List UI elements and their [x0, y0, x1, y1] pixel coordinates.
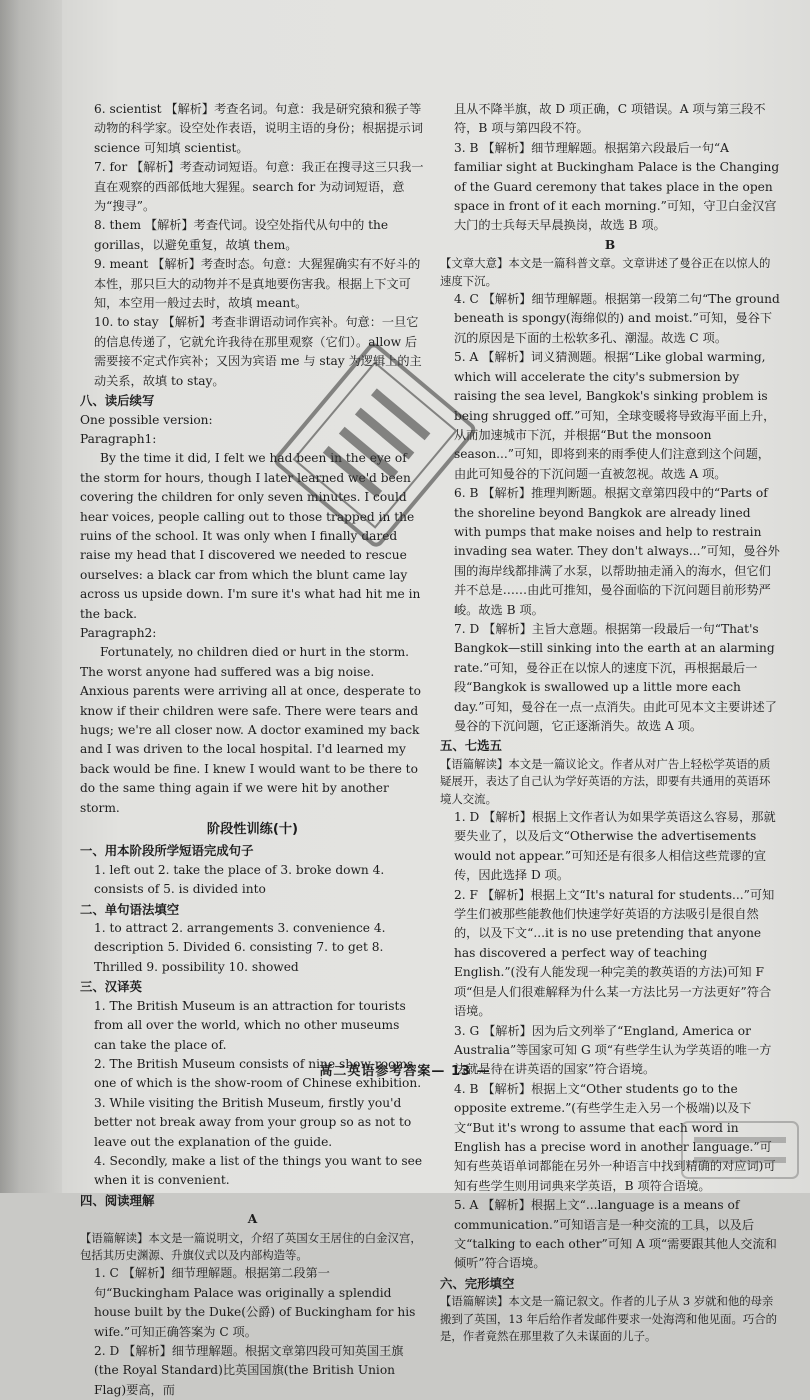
seven-five-answer-3: 3. G 【解析】因为后文列举了“England, America or Australia”等国家可知 G 项“有些学生认为学英语的唯一方法就是待在讲英语的国家”符合语境。 [454, 1023, 772, 1077]
section-heading-phrases: 一、用本阶段所学短语完成句子 [80, 843, 254, 859]
answer-8: 8. them 【解析】考查代词。设空处指代从句中的 the gorillas，以避免重复，故填 them。 [94, 218, 389, 252]
page-footer: 高二英语参考答案— 13 — [319, 1064, 491, 1079]
cloze-summary: 【语篇解读】本文是一篇记叙文。作者的儿子从 3 岁就和他的母亲搬到了英国，13 年后给作者发邮件要求一处海湾和他见面。巧合的是，作者竟然在那里救了久未谋面的儿子。 [440, 1294, 778, 1343]
reading-answer-3: 3. B 【解析】细节理解题。根据第六段最后一句“A familiar sight at Buckingham Palace is the Changing of the Guard ceremony that takes place in the open space in front of it each morning.”可知，守卫白金汉宫大门的士兵每天早晨换岗，故选 B 项。 [454, 140, 780, 233]
seven-five-answer-4: 4. B 【解析】根据上文“Other students go to the opposite extreme.”(有些学生走入另一个极端)以及下文“But it's wrong to assume that each word in English has a precise word in another language.”可知有些英语单词都能在另外一种语言中找到精确的对应词)可知有些学生则用词典来学英语，B 项符合语境。 [454, 1081, 776, 1193]
paragraph2-text: Fortunately, no children died or hurt in the storm. The worst anyone had suffered was a big noise. Anxious parents were arriving all at once, desperate to know if their children were safe. There were tears and hugs; we're all closer now. A doctor examined my back and I was driven to the local hospital. I'd learned my back would be fine. I knew I would want to be there to do the same thing again if we were hit by another storm. [80, 645, 421, 815]
reading-answer-1: 1. C 【解析】细节理解题。根据第二段第一句“Buckingham Palace was originally a splendid house built by the Duke(公爵) of Buckingham for his wife.”可知正确答案为 C 项。 [94, 1266, 416, 1339]
paragraph1-label: Paragraph1: [80, 431, 157, 446]
answer-10: 10. to stay 【解析】考查非谓语动词作宾补。句意：一旦它的信息传递了，它就允许我待在那里观察（它们）。allow 后需要接不定式作宾补；又因为宾语 me 与 stay 为逻辑上的主动关系，故填 to stay。 [94, 315, 422, 388]
section-heading-translation: 三、汉译英 [80, 979, 142, 995]
paragraph1-text: By the time it did, I felt we had been in the eye of the storm for hours, though I later learned we'd been covering the children for only seven minutes. I could hear voices, people calling out to those trapped in the ruins of the school. It was only when I finally dared raise my head that I discovered we needed to rescue ourselves: a black car from which the blunt came lay across us upside down. I'm sure it's what had hit me in the back. [80, 451, 421, 621]
section-heading-seven-five: 五、七选五 [440, 738, 502, 754]
answer-6: 6. scientist 【解析】考查名词。句意：我是研究猿和猴子等动物的科学家。设空处作表语，说明主语的身份；根据提示词 science 可知填 scientist。 [94, 102, 424, 155]
section-heading-writing: 八、读后续写 [80, 393, 155, 409]
phrases-answers: 1. left out 2. take the place of 3. broke down 4. consists of 5. is divided into [94, 862, 385, 897]
answer-9: 9. meant 【解析】考查时态。句意：大猩猩确实有不好斗的本性，那只巨大的动物并不是真地要伤害我。根据上下文可知，本空用一般过去时，故填 meant。 [94, 257, 421, 311]
section-heading-cloze: 六、完形填空 [440, 1275, 515, 1291]
paragraph2-label: Paragraph2: [80, 625, 157, 640]
reading-answer-6: 6. B 【解析】推理判断题。根据文章第四段中的“Parts of the shoreline beyond Bangkok are already lined with pumps that make noises and help to restrain invading sea water. They don't always...”可知，曼谷外围的海岸线都排满了水泵，以帮助抽走涌入的海水，但它们并不总是……由此可推知，曼谷面临的下沉问题目前形势严峻。故选 B 项。 [454, 486, 780, 617]
passage-b-summary: 【文章大意】本文是一篇科普文章。文章讲述了曼谷正在以惊人的速度下沉。 [440, 256, 771, 288]
translation-3: 3. While visiting the British Museum, firstly you'd better not break away from your group so as not to leave out the explanation of the guide. [94, 1095, 412, 1149]
translation-4: 4. Secondly, make a list of the things you want to see when it is convenient. [94, 1153, 423, 1188]
version-label: One possible version: [80, 412, 213, 427]
seven-five-summary: 【语篇解读】本文是一篇议论文。作者从对广告上轻松学英语的质疑展开，表达了自己认为学好英语的方法，即要有共通用的英语环境人交流。 [440, 756, 771, 806]
translation-2: 2. The British Museum consists of nine show-rooms, one of which is the show-room of Chinese exhibition. [94, 1056, 422, 1091]
translation-1: 1. The British Museum is an attraction for tourists from all over the world, which no other museums can take the place of. [94, 998, 406, 1052]
answer-7: 7. for 【解析】考查动词短语。句意：我正在搜寻这三只我一直在观察的西部低地大猩猩。search for 为动词短语，意为“搜寻”。 [94, 160, 424, 214]
section-heading-reading: 四、阅读理解 [80, 1192, 155, 1208]
reading-answer-5: 5. A 【解析】词义猜测题。根据“Like global warming, which will accelerate the city's submersion by raising the sea level, Bangkok's sinking problem is being shrugged off.”可知，全球变暖将导致海平面上升，从而加速城市下沉，并根据“But the monsoon season...”可知，即将到来的雨季使人们注意到这个问题，由此可知曼谷的下沉问题一直被忽视。故选 A 项。 [454, 350, 776, 481]
reading-answer-2: 2. D 【解析】细节理解题。根据文章第四段可知英国王旗(the Royal Standard)比英国国旗(the British Union Flag)要高，而 [94, 1344, 404, 1397]
corner-logo-icon [680, 1120, 800, 1180]
seven-five-answer-1: 1. D 【解析】根据上文作者认为如果学英语这么容易，那就要失业了，以及后文“Otherwise the advertisements would not appear.”可知还是有很多人相信这些荒谬的宣传，因此选择 D 项。 [454, 810, 776, 883]
book-binding [0, 0, 62, 1193]
passage-b-label: B [604, 237, 616, 252]
stage-training-title: 阶段性训练(十) [206, 822, 299, 838]
grammar-answers: 1. to attract 2. arrangements 3. convenience 4. description 5. Divided 6. consisting 7. to get 8. Thrilled 9. possibility 10. showed [94, 921, 386, 974]
reading-answer-2-cont: 且从不降半旗，故 D 项正确，C 项错误。A 项与第三段不符，B 项与第四段不符。 [454, 102, 766, 136]
seven-five-answer-2: 2. F 【解析】根据上文“It's natural for students...”可知学生们被那些能教他们快速学好英语的方法吸引是很自然的，以及下文“...it is no use pretending that anyone has discovered a perfect way of teaching English.”(没有人能发现一种完美的教英语的方法)可知 F 项“但是人们很难解释为什么某一方法比另一方法更好”符合语境。 [454, 887, 775, 1019]
left-column [80, 100, 425, 1400]
section-heading-grammar: 二、单句语法填空 [80, 901, 180, 917]
seven-five-answer-5: 5. A 【解析】根据上文“...language is a means of communication.”可知语言是一种交流的工具，以及后文“talking to each other”可知 A 项“需要跟其他人交流和倾听”符合语境。 [454, 1198, 777, 1271]
passage-a-label: A [247, 1212, 258, 1227]
reading-answer-4: 4. C 【解析】细节理解题。根据第一段第二句“The ground beneath is spongy(海绵似的) and moist.”可知，曼谷下沉的原因是下面的土松软多孔、潮湿。故选 C 项。 [454, 292, 780, 345]
reading-answer-7: 7. D 【解析】主旨大意题。根据第一段最后一句“That's Bangkok—still sinking into the earth at an alarming rate.”可知，曼谷正在以惊人的速度下沉，再根据最后一段“Bangkok is swallowed up a little more each day.”可知，曼谷在一点一点消失。由此可见本文主要讲述了曼谷的下沉问题，它正逐渐消失。故选 A 项。 [454, 621, 777, 733]
passage-a-summary: 【语篇解读】本文是一篇说明文，介绍了英国女王居住的白金汉宫，包括其历史渊源、升旗仪式以及内部构造等。 [80, 1230, 422, 1262]
